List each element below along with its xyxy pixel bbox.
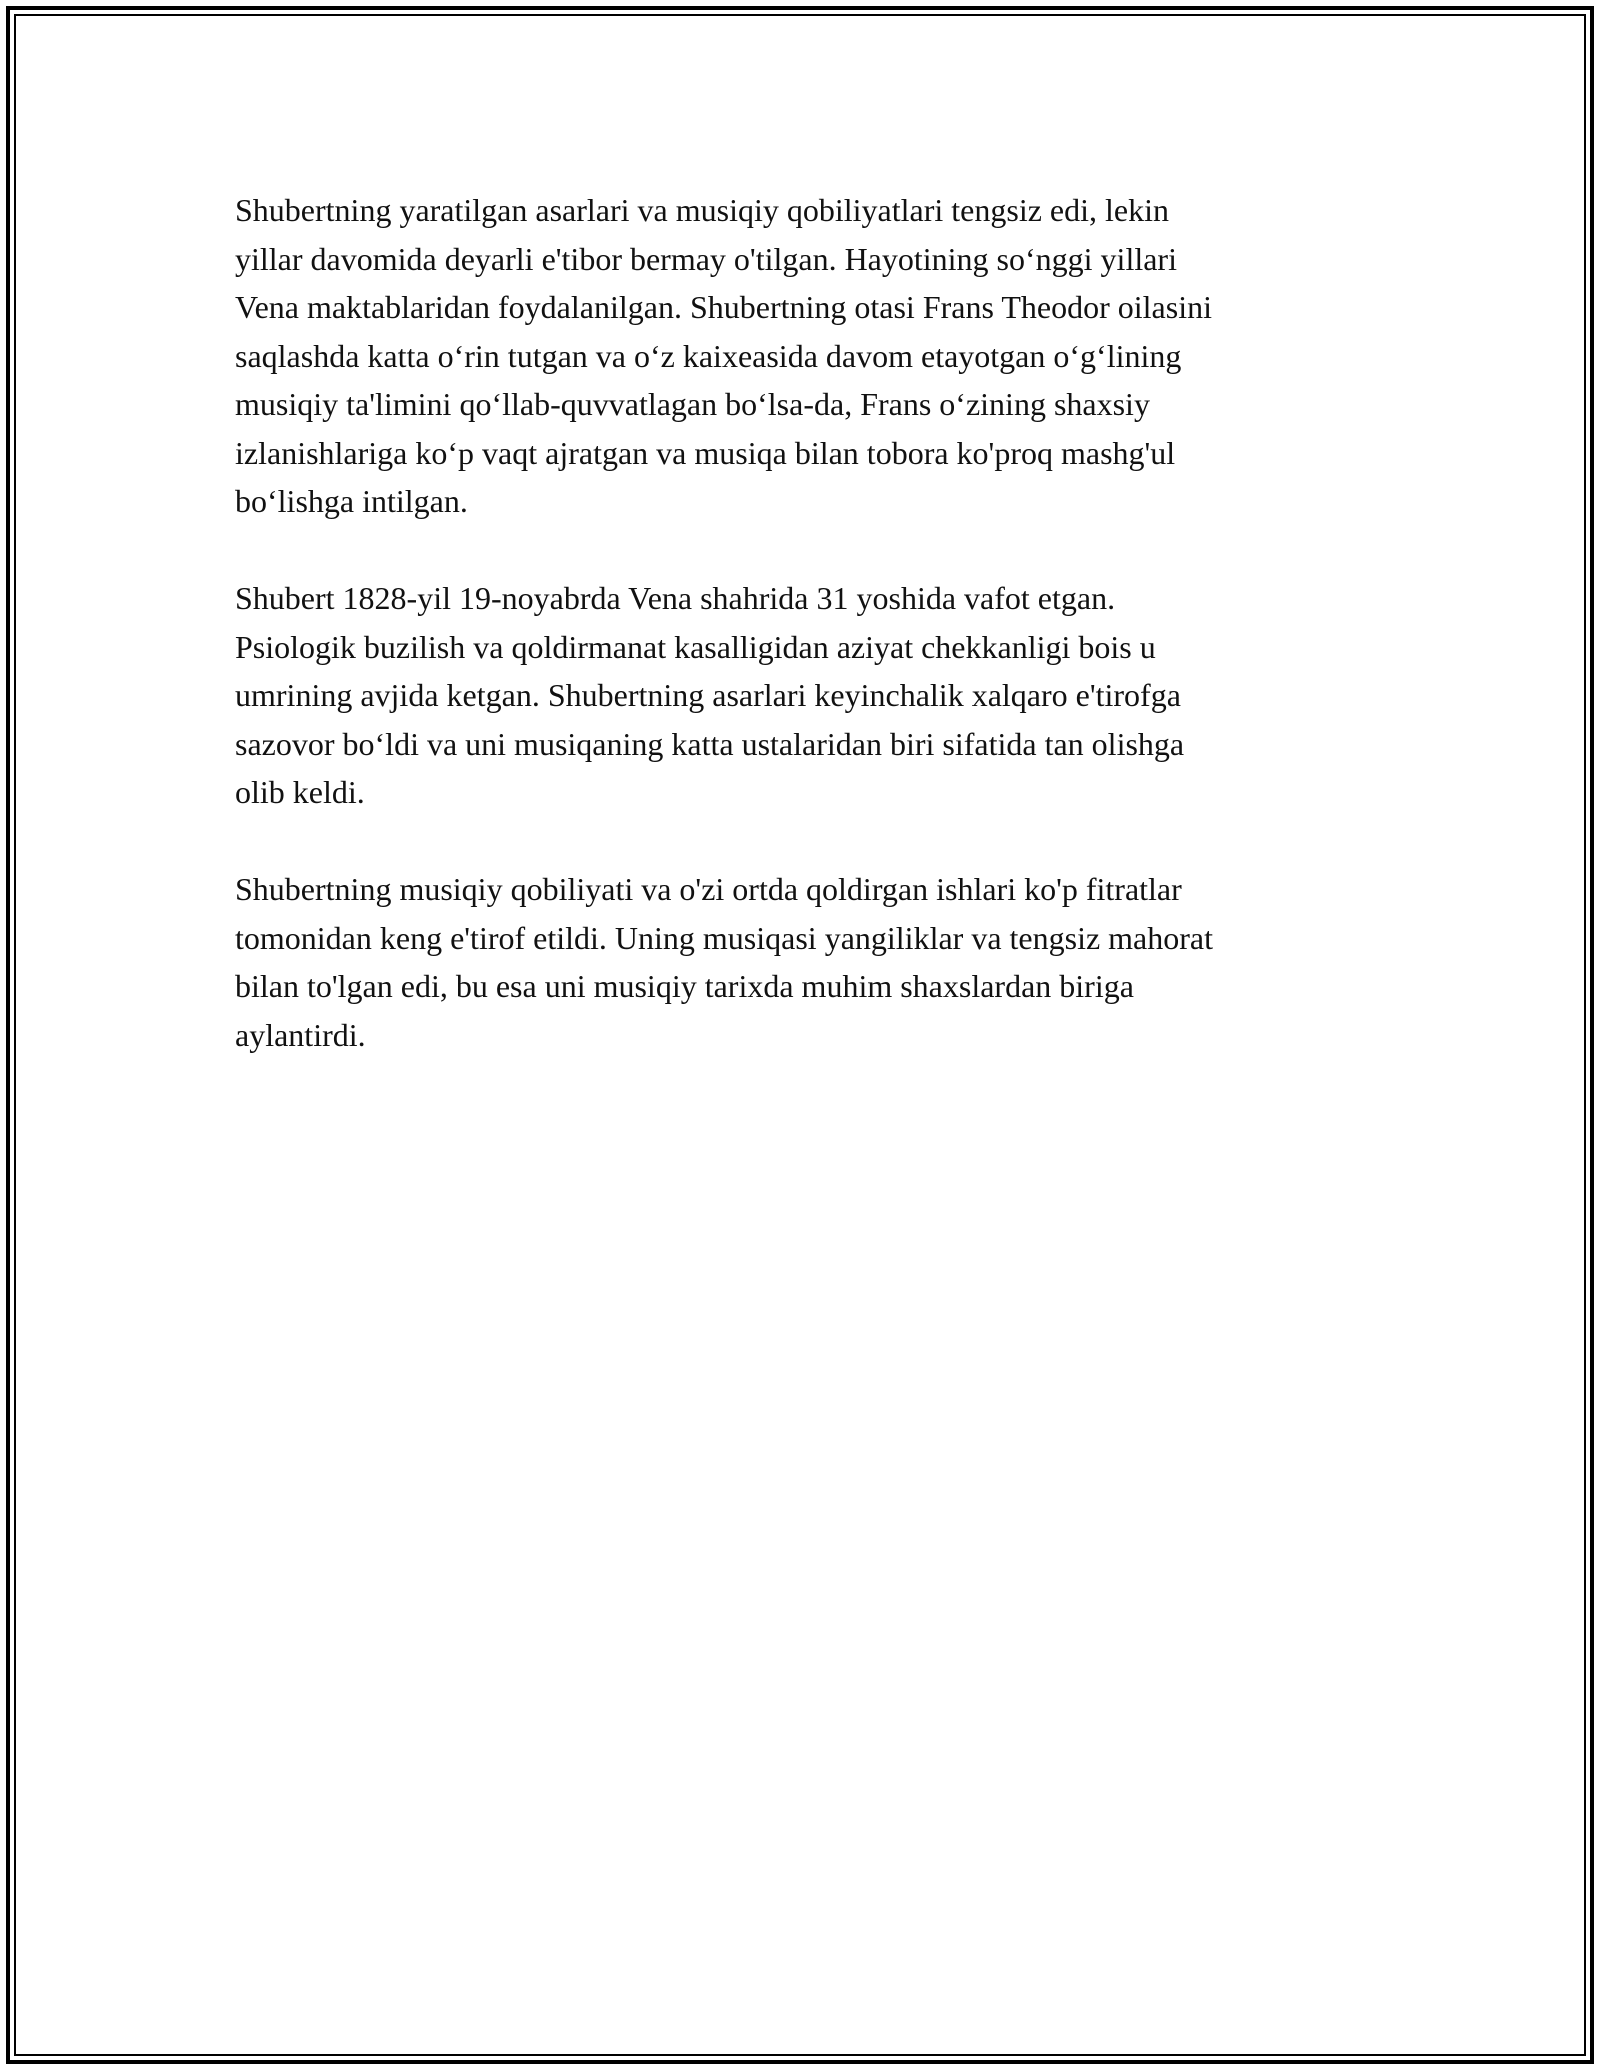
text-line: izlanishlariga ko‘p vaqt ajratgan va musiqa bilan tobora ko'proq mashg'ul <box>235 434 1176 471</box>
paragraph-2 <box>235 574 1375 817</box>
text-line: olib keldi. <box>235 774 365 810</box>
document-body <box>235 186 1375 1108</box>
text-line: saqlashda katta o‘rin tutgan va o‘z kaixeasida davom etayotgan o‘g‘lining <box>235 337 1182 374</box>
text-line: yillar davomida deyarli e'tibor bermay o'tilgan. Hayotining so‘nggi yillari <box>235 240 1177 277</box>
text-line: umrining avjida ketgan. Shubertning asarlari keyinchalik xalqaro e'tirofga <box>235 677 1181 713</box>
paragraph-3 <box>235 865 1375 1059</box>
text-line: sazovor bo‘ldi va uni musiqaning katta ustalaridan biri sifatida tan olishga <box>235 725 1185 762</box>
paragraph-1 <box>235 186 1375 526</box>
text-line: aylantirdi. <box>235 1016 366 1053</box>
text-line: bilan to'lgan edi, bu esa uni musiqiy tarixda muhim shaxslardan biriga <box>235 968 1134 1004</box>
text-line: Shubert 1828-yil 19-noyabrda Vena shahrida 31 yoshida vafot etgan. <box>235 580 1116 616</box>
text-line: Shubertning yaratilgan asarlari va musiqiy qobiliyatlari tengsiz edi, lekin <box>235 192 1169 228</box>
text-line: musiqiy ta'limini qo‘llab-quvvatlagan bo‘lsa-da, Frans o‘zining shaxsiy <box>235 386 1150 422</box>
text-line: Vena maktablaridan foydalanilgan. Shubertning otasi Frans Theodor oilasini <box>235 289 1212 325</box>
text-line: bo‘lishga intilgan. <box>235 483 468 519</box>
text-line: tomonidan keng e'tirof etildi. Uning musiqasi yangiliklar va tengsiz mahorat <box>235 919 1213 956</box>
text-line: Psiologik buzilish va qoldirmanat kasalligidan aziyat chekkanligi bois u <box>235 628 1156 665</box>
text-line: Shubertning musiqiy qobiliyati va o'zi ortda qoldirgan ishlari ko'p fitratlar <box>235 871 1182 907</box>
